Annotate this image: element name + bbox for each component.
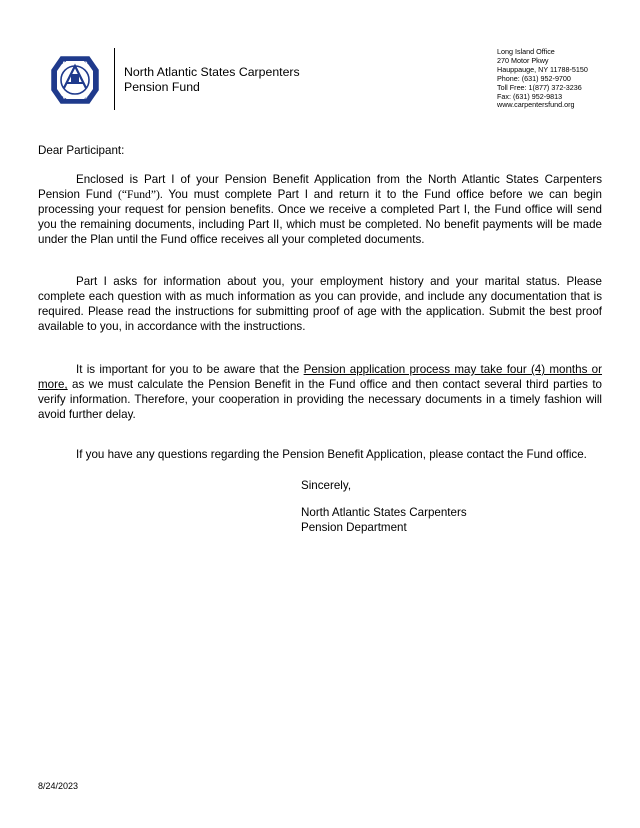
header-divider: [114, 48, 115, 110]
paragraph-4: [38, 447, 602, 462]
office-street: 270 Motor Pkwy: [497, 55, 549, 65]
paragraph-1: [38, 172, 602, 247]
office-toll-free: Toll Free: 1(877) 372-3236: [497, 82, 582, 92]
document-date: 8/24/2023: [38, 781, 79, 791]
office-phone: Phone: (631) 952-9700: [497, 73, 571, 83]
paragraph-3-text-b: as we must calculate the Pension Benefit in the Fund office and then contact several third parties to verify information. Therefore, your cooperation in providing the necessary documents in a timely fashion will avoid further delay.: [38, 378, 602, 421]
paragraph-4-text: If you have any questions regarding the Pension Benefit Application, please contact the Fund office.: [76, 448, 587, 461]
organization-name: [124, 65, 300, 95]
office-website: www.carpentersfund.org: [497, 100, 575, 110]
org-name-line1: North Atlantic States Carpenters: [124, 65, 300, 79]
office-address-block: [497, 48, 588, 110]
org-name-line2: Pension Fund: [124, 80, 200, 94]
paragraph-2: [38, 274, 602, 334]
salutation: Dear Participant:: [38, 144, 125, 157]
paragraph-3-text-a: It is important for you to be aware that the: [76, 363, 304, 376]
paragraph-1-text-a: Enclosed is Part I of your Pension Benefit Application from the North Atlantic States Carpenters Pension Fund: [38, 173, 602, 201]
signature-line2: Pension Department: [301, 521, 407, 534]
paragraph-3: [38, 362, 602, 422]
office-city: Hauppauge, NY 11788-5150: [497, 64, 588, 74]
paragraph-2-text: Part I asks for information about you, your employment history and your marital status. Please complete each question with as much information as you can provide, and include any documentation that is required. Please read the instructions for submitting proof of age with the application. Submit the best proof available to you, in accordance with the instructions.: [38, 275, 602, 333]
signature-block: [301, 505, 467, 535]
paragraph-1-text-b: You must complete Part I and return it to the Fund office before we can begin processing your request for pension benefits. Once we receive a completed Part I, the Fund office will send you the remaining documents, including Part II, which must be completed. No benefit payments will be made under the Plan until the Fund office receives all your completed documents.: [38, 188, 603, 246]
office-name: Long Island Office: [497, 47, 555, 56]
fund-abbreviation: (“Fund”).: [118, 188, 163, 201]
office-fax: Fax: (631) 952-9813: [497, 91, 563, 101]
union-seal-icon: [44, 52, 106, 108]
closing: Sincerely,: [301, 479, 352, 492]
signature-line1: North Atlantic States Carpenters: [301, 506, 467, 519]
processing-time-notice: Pension application process may take four (4) months or more,: [38, 363, 602, 391]
